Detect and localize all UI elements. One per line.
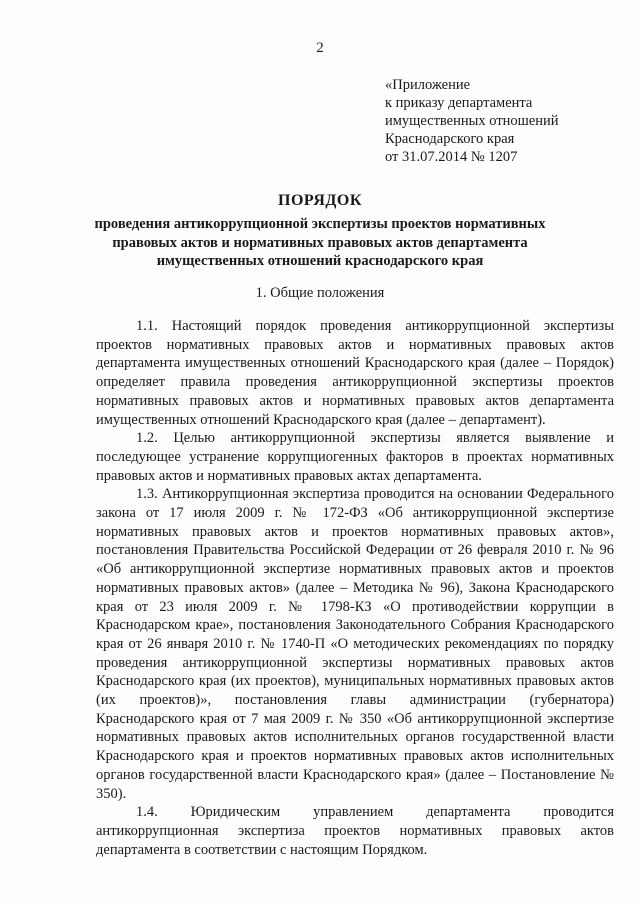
appendix-line: от 31.07.2014 № 1207 — [385, 149, 518, 165]
page-number: 2 — [316, 40, 324, 56]
paragraph-1-3: 1.3. Антикоррупционная экспертиза проводится на основании Федерального закона от 17 июля 2009 г. № 172-ФЗ «Об антикоррупционной экспертизе нормативных правовых актов и проектов нормативных правовых актов», постановления Правительства Российской Федерации от 26 февраля 2010 г. № 96 «Об антикоррупционной экспертизе нормативных правовых актов и проектов нормативных правовых актов» (далее – Методика № 96), Закона Краснодарского края от 23 июля 2009 г. № 1798-КЗ «О противодействии коррупции в Краснодарском крае», постановления Законодательного Собрания Краснодарского края от 26 января 2010 г. № 1740-П «О методических рекомендациях по порядку проведения антикоррупционной экспертизы нормативных правовых актов Краснодарского края (их проектов), муниципальных нормативных правовых актов (их проектов)», постановления главы администрации (губернатора) Краснодарского края от 7 мая 2009 г. № 350 «Об антикоррупционной экспертизе нормативных правовых актов исполнительных органов государственной власти Краснодарского края и проектов нормативных правовых актов исполнительных органов государственной власти Краснодарского края» (далее – Постановление № 350). — [96, 486, 614, 802]
paragraph-1-4: 1.4. Юридическим управлением департамента проводится антикоррупционная экспертиза проектов нормативных правовых актов департамента в соответствии с настоящим Порядком. — [96, 804, 614, 858]
section-heading: 1. Общие положения — [255, 285, 385, 301]
document-subtitle — [40, 215, 600, 271]
paragraph-1-1: 1.1. Настоящий порядок проведения антикоррупционной экспертизы проектов нормативных правовых актов и нормативных правовых актов департамента имущественных отношений Краснодарского края (далее – Порядок) определяет правила проведения антикоррупционной экспертизы проектов нормативных правовых актов и нормативных правовых актов департамента имущественных отношений Краснодарского края (далее – департамент). — [96, 318, 614, 428]
subtitle-line: правовых актов и нормативных правовых актов департамента — [112, 234, 528, 251]
appendix-note — [385, 76, 625, 166]
document-body — [96, 317, 614, 859]
appendix-line: имущественных отношений — [385, 113, 559, 129]
paragraph-1-2: 1.2. Целью антикоррупционной экспертизы является выявление и последующее устранение коррупциогенных факторов в проектах нормативных правовых актов и нормативных правовых актах департамента. — [96, 430, 614, 484]
appendix-line: «Приложение — [385, 77, 471, 93]
appendix-line: к приказу департамента — [385, 95, 533, 111]
subtitle-line: проведения антикоррупционной экспертизы проектов нормативных — [94, 216, 546, 232]
subtitle-line: имущественных отношений краснодарского края — [156, 253, 484, 269]
appendix-line: Краснодарского края — [385, 131, 515, 147]
document-title: ПОРЯДОК — [278, 192, 362, 209]
